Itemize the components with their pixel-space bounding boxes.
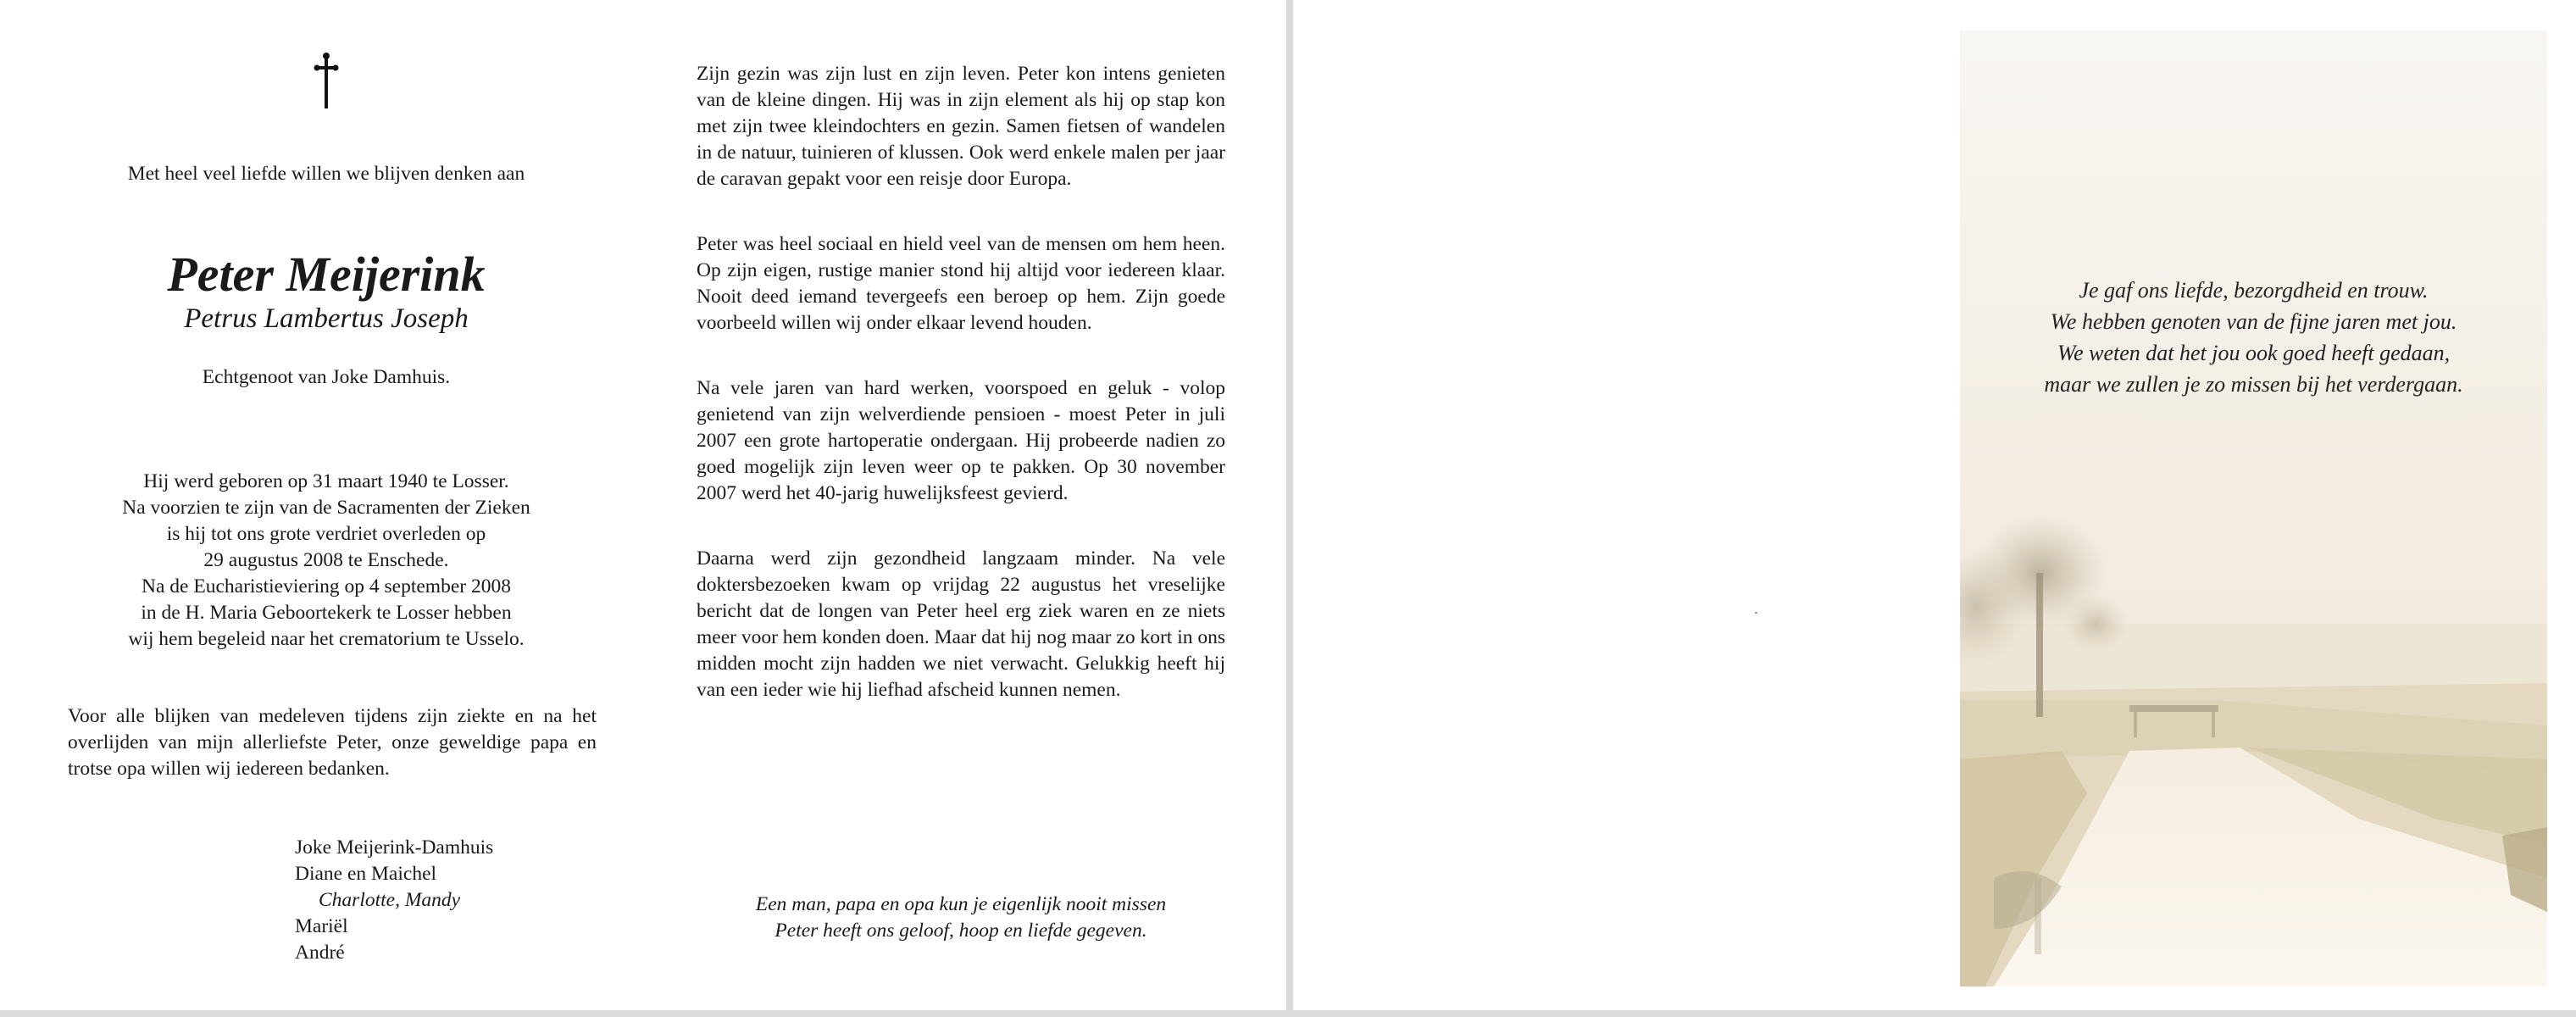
paper-speck — [1755, 612, 1757, 614]
left-page — [0, 0, 1286, 1010]
story-paragraph: Na vele jaren van hard werken, voorspoed en geluk - volop genietend van zijn welverdiende pensioen - moest Peter in juli 2007 een grote hartoperatie ondergaan. Hij probeerde nadien zo goed mogelijk zijn leven weer op te pakken. Op 30 november 2007 werd het 40-jarig huwelijksfeest gevierd. — [697, 377, 1225, 504]
family-member: Joke Meijerink-Damhuis — [295, 836, 494, 859]
thanks-text: Voor alle blijken van medeleven tijdens zijn ziekte en na het overlijden van mijn allerliefste Peter, onze geweldige papa en trotse opa willen wij iedereen bedanken. — [68, 705, 597, 780]
bio-line: Na voorzien te zijn van de Sacramenten der Zieken — [122, 497, 530, 519]
story-paragraph: Peter was heel sociaal en hield veel van de mensen om hem heen. Op zijn eigen, rustige manier stond hij altijd voor iedereen klaar. Nooit deed iemand tevergeefs een beroep op hem. Zijn goede voorbeeld willen wij onder elkaar levend houden. — [697, 233, 1225, 334]
poem-line: We weten dat het jou ook goed heeft gedaan, — [2057, 341, 2451, 365]
bio-line: is hij tot ons grote verdriet overleden op — [166, 523, 486, 545]
poem-line: We hebben genoten van de fijne jaren met jou. — [2050, 309, 2457, 334]
story-paragraph: Zijn gezin was zijn lust en zijn leven. Peter kon intens genieten van de kleine dingen. Hij was in zijn element als hij op stap kon met zijn twee kleindochters en gezin. Samen fietsen of wandelen in de natuur, tuinieren of klussen. Ook werd enkele malen per jaar de caravan gepakt voor een reisje door Europa. — [697, 63, 1225, 190]
family-member: André — [295, 942, 345, 964]
bio-block — [51, 469, 602, 653]
cross-icon — [314, 49, 339, 110]
deceased-full-name: Petrus Lambertus Joseph — [184, 303, 469, 334]
closing-line: Peter heeft ons geloof, hoop en liefde gegeven. — [774, 920, 1147, 942]
bio-line: Na de Eucharistieviering op 4 september 2008 — [142, 575, 511, 597]
landscape-drawing — [1960, 31, 2547, 986]
poem — [1960, 275, 2547, 400]
misty-landscape-image — [1960, 31, 2547, 986]
family-member: Diane en Maichel — [295, 863, 437, 885]
story-paragraph: Daarna werd zijn gezondheid langzaam minder. Na vele doktersbezoeken kwam op vrijdag 22 augustus het vreselijke bericht dat de longen van Peter heel erg ziek waren en ze niets meer voor hem konden doen. Maar dat hij nog maar zo kort in ons midden mocht zijn hadden we niet verwacht. Gelukkig heeft hij van een ieder wie hij liefhad afscheid kunnen nemen. — [697, 547, 1225, 701]
page-fold — [1286, 0, 1293, 1017]
poem-line: maar we zullen je zo missen bij het verdergaan. — [2044, 372, 2463, 397]
closing-line: Een man, papa en opa kun je eigenlijk nooit missen — [755, 893, 1167, 915]
bio-line: wij hem begeleid naar het crematorium te Usselo. — [128, 628, 525, 650]
scan-edge — [0, 1010, 2576, 1017]
family-member: Mariël — [295, 915, 348, 937]
bio-line: 29 augustus 2008 te Enschede. — [203, 549, 449, 571]
spouse-text: Echtgenoot van Joke Damhuis. — [202, 366, 451, 388]
bio-line: in de H. Maria Geboortekerk te Losser hebben — [141, 602, 512, 624]
poem-line: Je gaf ons liefde, bezorgdheid en trouw. — [2079, 278, 2429, 303]
family-member: Charlotte, Mandy — [319, 889, 461, 911]
intro-text: Met heel veel liefde willen we blijven denken aan — [127, 163, 525, 185]
closing-verse — [697, 892, 1225, 944]
deceased-name: Peter Meijerink — [167, 247, 486, 302]
family-list — [295, 835, 600, 966]
bio-line: Hij werd geboren op 31 maart 1940 te Losser. — [143, 470, 509, 492]
life-story — [697, 61, 1225, 742]
